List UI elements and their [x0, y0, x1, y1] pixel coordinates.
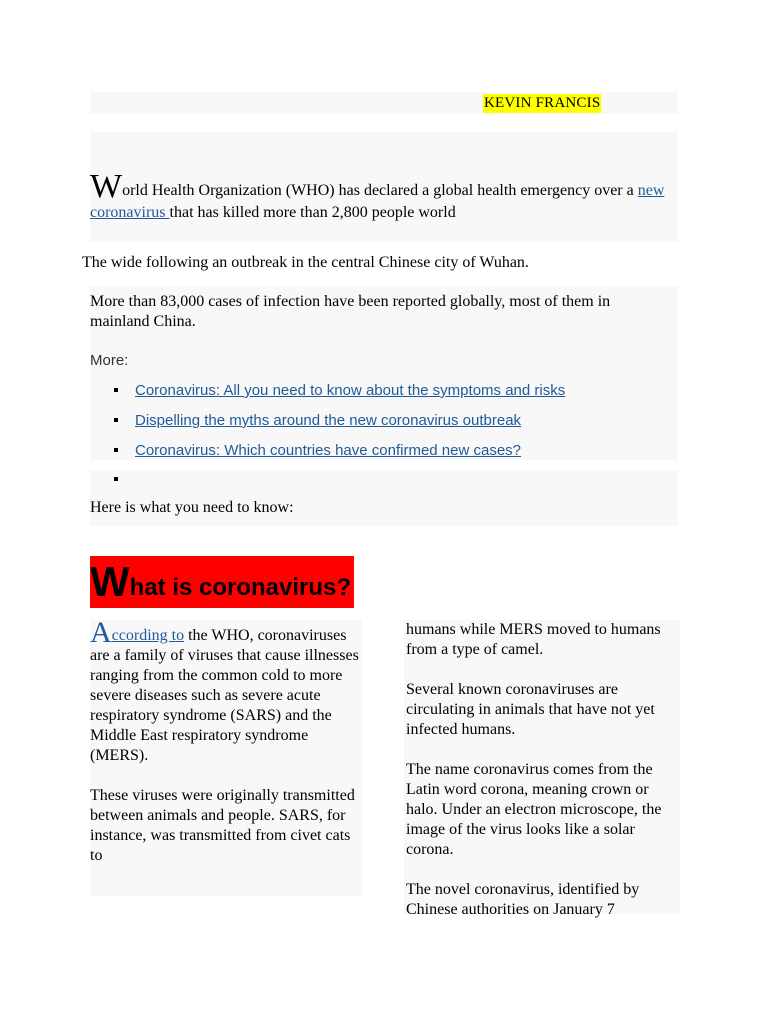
right-paragraph-1: humans while MERS moved to humans from a type of camel. [406, 621, 661, 658]
intro-text-end: that has killed more than 2,800 people world [169, 204, 456, 221]
heading-dropcap: W [90, 558, 130, 605]
right-paragraph-3: The name coronavirus comes from the Latin word corona, meaning crown or halo. Under an electron microscope, the image of the virus looks like a solar corona. [406, 761, 662, 858]
heading-text: hat is coronavirus? [129, 574, 352, 601]
left-dropcap: A [90, 616, 112, 649]
left-paragraph-1-text: the WHO, coronaviruses are a family of viruses that cause illnesses ranging from the common cold to more severe diseases such as severe acute respiratory syndrome (SARS) and the Middle East respiratory syndrome (MERS). [90, 627, 359, 764]
author-name: KEVIN FRANCIS [484, 95, 601, 111]
wide-line-paragraph: The wide following an outbreak in the central Chinese city of Wuhan. [82, 254, 529, 271]
left-paragraph-1 [90, 616, 360, 766]
more-list-item-empty [114, 470, 135, 489]
according-to-link[interactable] [90, 616, 185, 649]
bullet-icon [114, 477, 118, 481]
more-list-item [114, 411, 521, 430]
bullet-icon [114, 388, 118, 392]
bullet-icon [114, 418, 118, 422]
right-paragraph-2: Several known coronaviruses are circulating in animals that have not yet infected humans. [406, 681, 655, 738]
symptoms-risks-link[interactable]: Coronavirus: All you need to know about the symptoms and risks [135, 382, 566, 399]
left-column [90, 616, 360, 886]
left-paragraph-2: These viruses were originally transmitted between animals and people. SARS, for instance, was transmitted from civet cats to [90, 787, 355, 864]
new-coronavirus-link[interactable]: new coronavirus [90, 182, 665, 221]
cases-paragraph: More than 83,000 cases of infection have been reported globally, most of them in mainland China. [90, 293, 611, 330]
according-to-link-text: ccording to [111, 627, 185, 644]
intro-paragraph [90, 168, 680, 224]
more-list-item [114, 381, 565, 400]
right-column [406, 620, 681, 940]
more-list-item [114, 441, 521, 460]
need-to-know-text: Here is what you need to know: [90, 499, 294, 516]
bullet-icon [114, 448, 118, 452]
myths-outbreak-link[interactable]: Dispelling the myths around the new coronavirus outbreak [135, 412, 522, 429]
section-heading [90, 556, 354, 608]
more-label: More: [90, 352, 129, 369]
right-paragraph-4: The novel coronavirus, identified by Chinese authorities on January 7 [406, 881, 640, 918]
confirmed-cases-link[interactable]: Coronavirus: Which countries have confirmed new cases? [135, 442, 522, 459]
intro-dropcap: W [90, 168, 123, 205]
intro-text: orld Health Organization (WHO) has declared a global health emergency over a [122, 182, 638, 199]
